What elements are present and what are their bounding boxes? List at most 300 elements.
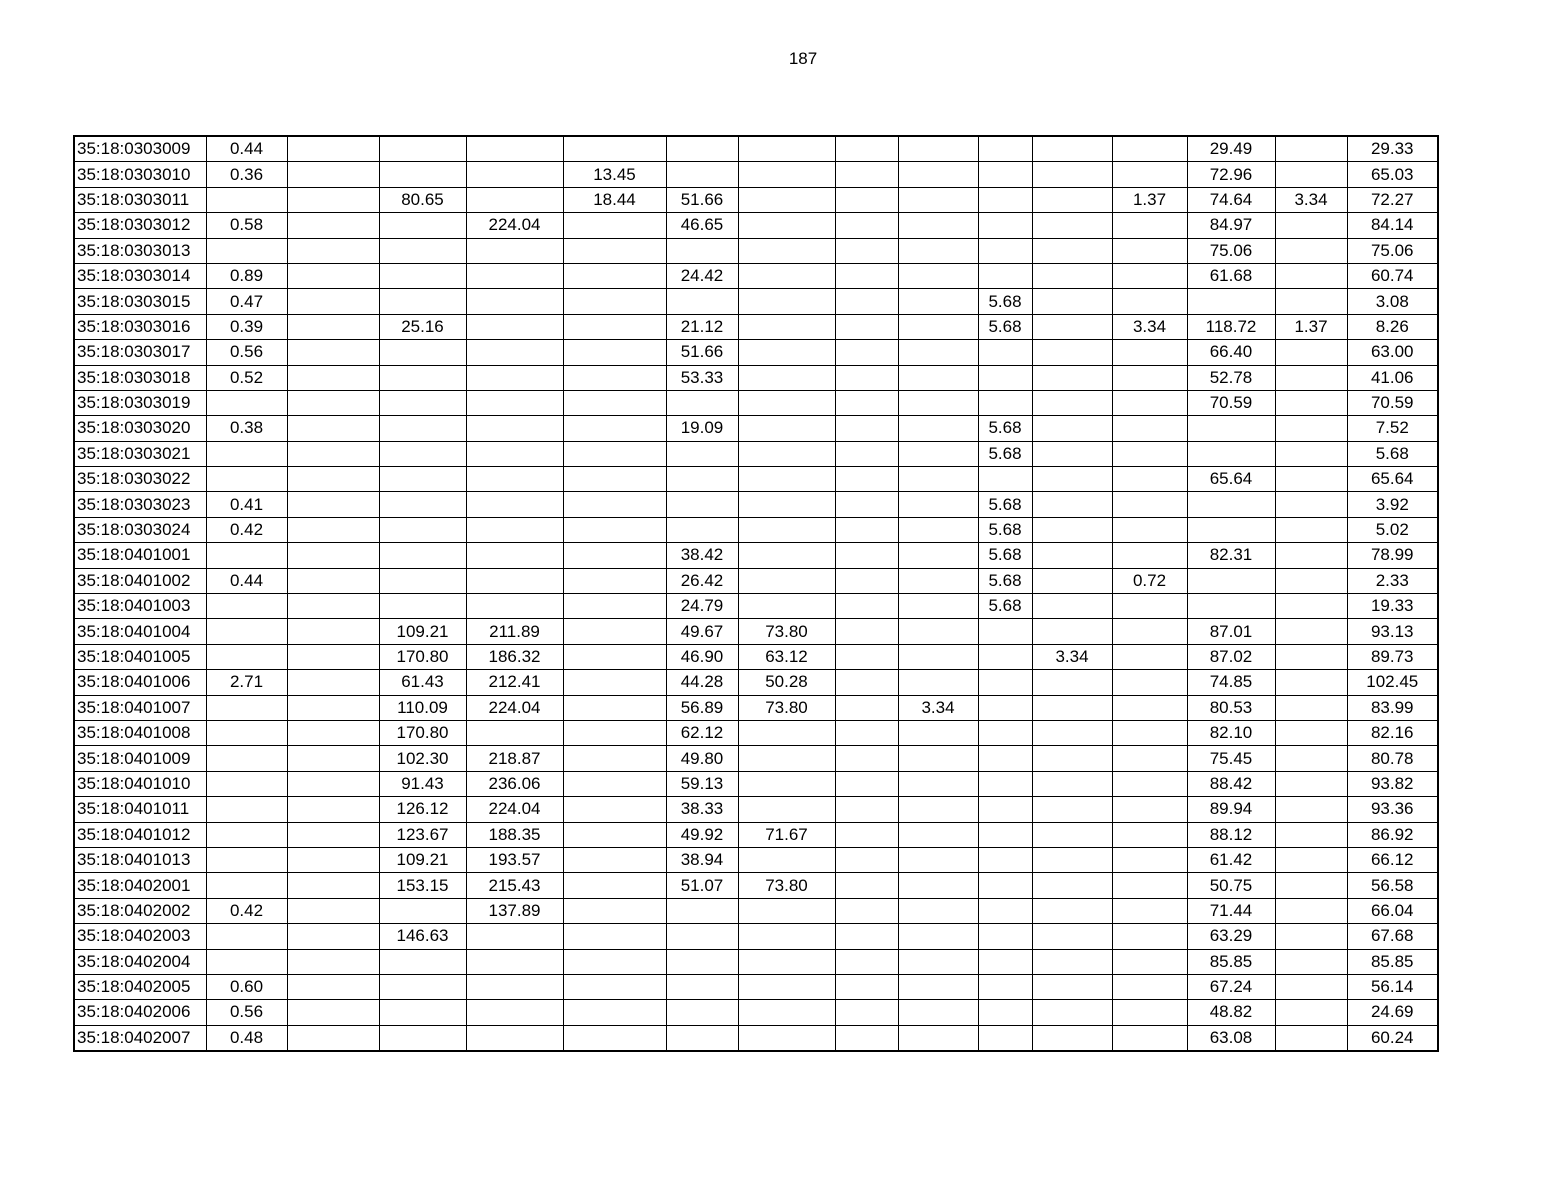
- table-cell: 80.65: [379, 187, 466, 212]
- table-cell: [1275, 568, 1347, 593]
- table-cell: [978, 136, 1032, 162]
- table-cell: [1275, 390, 1347, 415]
- table-cell: [978, 162, 1032, 187]
- table-cell: [835, 340, 898, 365]
- table-cell: [978, 847, 1032, 872]
- table-cell: [206, 873, 287, 898]
- table-cell: 93.82: [1347, 771, 1438, 796]
- table-cell: [1275, 720, 1347, 745]
- table-cell: 153.15: [379, 873, 466, 898]
- table-cell: [898, 263, 978, 288]
- table-row: [74, 416, 1438, 441]
- table-cell: [1275, 467, 1347, 492]
- table-cell: [466, 568, 563, 593]
- table-cell: [835, 1000, 898, 1025]
- table-cell: [563, 746, 666, 771]
- table-cell: [206, 771, 287, 796]
- table-cell: [978, 644, 1032, 669]
- table-cell: 224.04: [466, 213, 563, 238]
- table-cell: [666, 974, 738, 999]
- table-cell: 78.99: [1347, 543, 1438, 568]
- table-cell: [738, 441, 835, 466]
- parcel-id-cell: 35:18:0401005: [74, 644, 206, 669]
- table-cell: [738, 771, 835, 796]
- table-cell: [1032, 594, 1112, 619]
- table-cell: [466, 390, 563, 415]
- table-cell: [466, 467, 563, 492]
- table-cell: [1187, 594, 1275, 619]
- table-cell: [738, 594, 835, 619]
- table-cell: [1275, 213, 1347, 238]
- table-row: [74, 289, 1438, 314]
- table-cell: [1112, 390, 1187, 415]
- table-cell: 3.34: [1032, 644, 1112, 669]
- table-cell: 89.73: [1347, 644, 1438, 669]
- table-cell: [287, 213, 379, 238]
- table-cell: 50.28: [738, 670, 835, 695]
- table-cell: 60.74: [1347, 263, 1438, 288]
- table-cell: 224.04: [466, 695, 563, 720]
- table-cell: [738, 416, 835, 441]
- table-cell: 74.85: [1187, 670, 1275, 695]
- table-cell: [666, 949, 738, 974]
- table-cell: [1112, 365, 1187, 390]
- table-cell: [1275, 162, 1347, 187]
- table-cell: 82.10: [1187, 720, 1275, 745]
- table-cell: [563, 213, 666, 238]
- table-cell: [287, 797, 379, 822]
- table-cell: [1032, 949, 1112, 974]
- table-cell: [835, 517, 898, 542]
- table-cell: 188.35: [466, 822, 563, 847]
- table-cell: 13.45: [563, 162, 666, 187]
- table-cell: [666, 390, 738, 415]
- table-cell: [563, 568, 666, 593]
- table-cell: 41.06: [1347, 365, 1438, 390]
- table-cell: [287, 619, 379, 644]
- table-cell: [978, 238, 1032, 263]
- table-cell: [379, 594, 466, 619]
- table-cell: [379, 568, 466, 593]
- parcel-id-cell: 35:18:0303017: [74, 340, 206, 365]
- table-cell: [898, 873, 978, 898]
- table-cell: 70.59: [1347, 390, 1438, 415]
- parcel-id-cell: 35:18:0401006: [74, 670, 206, 695]
- table-cell: [898, 797, 978, 822]
- table-cell: [379, 949, 466, 974]
- table-cell: [563, 822, 666, 847]
- table-cell: [1187, 289, 1275, 314]
- table-cell: [1275, 289, 1347, 314]
- table-cell: [466, 517, 563, 542]
- table-cell: [1187, 441, 1275, 466]
- table-cell: 67.68: [1347, 924, 1438, 949]
- table-cell: 74.64: [1187, 187, 1275, 212]
- table-cell: 212.41: [466, 670, 563, 695]
- table-row: [74, 441, 1438, 466]
- table-cell: [835, 568, 898, 593]
- table-cell: 59.13: [666, 771, 738, 796]
- parcel-id-cell: 35:18:0401007: [74, 695, 206, 720]
- table-cell: [835, 898, 898, 923]
- table-cell: [1032, 1025, 1112, 1051]
- table-cell: 21.12: [666, 314, 738, 339]
- table-row: [74, 238, 1438, 263]
- table-cell: [835, 238, 898, 263]
- table-cell: 86.92: [1347, 822, 1438, 847]
- table-cell: [563, 670, 666, 695]
- table-cell: 5.68: [978, 543, 1032, 568]
- table-cell: [563, 797, 666, 822]
- table-cell: 5.68: [978, 416, 1032, 441]
- table-cell: [379, 365, 466, 390]
- table-cell: 109.21: [379, 619, 466, 644]
- table-cell: [898, 314, 978, 339]
- table-cell: [898, 390, 978, 415]
- table-cell: [835, 492, 898, 517]
- table-cell: [466, 441, 563, 466]
- table-cell: [1275, 644, 1347, 669]
- table-cell: [1275, 695, 1347, 720]
- table-cell: [1032, 822, 1112, 847]
- table-row: [74, 568, 1438, 593]
- table-cell: [379, 162, 466, 187]
- table-cell: [206, 822, 287, 847]
- table-cell: [738, 974, 835, 999]
- table-cell: [563, 314, 666, 339]
- table-cell: 0.58: [206, 213, 287, 238]
- table-cell: [1275, 136, 1347, 162]
- table-cell: [466, 949, 563, 974]
- table-cell: [978, 365, 1032, 390]
- table-cell: [466, 1025, 563, 1051]
- table-cell: 0.36: [206, 162, 287, 187]
- table-cell: 0.56: [206, 1000, 287, 1025]
- table-cell: 48.82: [1187, 1000, 1275, 1025]
- table-cell: 80.78: [1347, 746, 1438, 771]
- table-cell: [563, 924, 666, 949]
- table-cell: [1112, 1000, 1187, 1025]
- table-cell: [898, 1000, 978, 1025]
- table-cell: [1187, 568, 1275, 593]
- table-cell: [1112, 416, 1187, 441]
- table-cell: 0.42: [206, 898, 287, 923]
- table-cell: [1032, 1000, 1112, 1025]
- table-cell: [1032, 746, 1112, 771]
- table-cell: [898, 746, 978, 771]
- table-cell: [1032, 340, 1112, 365]
- table-cell: 186.32: [466, 644, 563, 669]
- table-cell: [738, 1025, 835, 1051]
- table-cell: 3.08: [1347, 289, 1438, 314]
- table-cell: [466, 720, 563, 745]
- table-cell: [287, 238, 379, 263]
- table-cell: [1032, 797, 1112, 822]
- table-cell: [1032, 263, 1112, 288]
- table-cell: [1275, 974, 1347, 999]
- table-cell: [1112, 974, 1187, 999]
- table-cell: [1275, 492, 1347, 517]
- table-cell: [1112, 771, 1187, 796]
- table-cell: [835, 797, 898, 822]
- table-cell: [898, 924, 978, 949]
- table-cell: [666, 1025, 738, 1051]
- table-cell: 0.44: [206, 568, 287, 593]
- table-cell: [1032, 517, 1112, 542]
- table-cell: [1187, 416, 1275, 441]
- table-cell: [287, 720, 379, 745]
- parcel-id-cell: 35:18:0402002: [74, 898, 206, 923]
- table-cell: [1032, 289, 1112, 314]
- parcel-id-cell: 35:18:0402004: [74, 949, 206, 974]
- table-cell: 70.59: [1187, 390, 1275, 415]
- table-cell: 2.33: [1347, 568, 1438, 593]
- table-cell: [835, 720, 898, 745]
- table-cell: [835, 924, 898, 949]
- table-row: [74, 340, 1438, 365]
- table-cell: [206, 543, 287, 568]
- table-cell: 73.80: [738, 695, 835, 720]
- table-cell: 80.53: [1187, 695, 1275, 720]
- table-cell: [1275, 949, 1347, 974]
- table-cell: 29.49: [1187, 136, 1275, 162]
- table-cell: [287, 1025, 379, 1051]
- table-cell: [466, 187, 563, 212]
- table-cell: [287, 492, 379, 517]
- table-cell: 65.64: [1187, 467, 1275, 492]
- table-cell: [835, 847, 898, 872]
- table-cell: [379, 517, 466, 542]
- table-cell: 5.68: [978, 314, 1032, 339]
- table-cell: [978, 873, 1032, 898]
- parcel-id-cell: 35:18:0303023: [74, 492, 206, 517]
- table-cell: 63.00: [1347, 340, 1438, 365]
- table-cell: 46.90: [666, 644, 738, 669]
- table-cell: [666, 289, 738, 314]
- parcel-id-cell: 35:18:0402006: [74, 1000, 206, 1025]
- table-cell: [1032, 416, 1112, 441]
- table-cell: [738, 213, 835, 238]
- table-cell: [738, 517, 835, 542]
- table-cell: [835, 441, 898, 466]
- table-cell: [287, 543, 379, 568]
- table-cell: 8.26: [1347, 314, 1438, 339]
- table-cell: [206, 746, 287, 771]
- table-cell: [563, 390, 666, 415]
- table-cell: 102.45: [1347, 670, 1438, 695]
- table-cell: 89.94: [1187, 797, 1275, 822]
- table-cell: [835, 416, 898, 441]
- table-cell: 49.80: [666, 746, 738, 771]
- table-cell: 0.41: [206, 492, 287, 517]
- table-cell: 50.75: [1187, 873, 1275, 898]
- table-cell: 211.89: [466, 619, 563, 644]
- table-cell: [287, 517, 379, 542]
- table-cell: [1112, 797, 1187, 822]
- parcel-id-cell: 35:18:0401011: [74, 797, 206, 822]
- table-cell: [287, 644, 379, 669]
- table-row: [74, 898, 1438, 923]
- table-cell: [835, 213, 898, 238]
- table-cell: [466, 162, 563, 187]
- table-cell: 236.06: [466, 771, 563, 796]
- table-cell: [898, 187, 978, 212]
- table-cell: 61.43: [379, 670, 466, 695]
- table-cell: [1112, 619, 1187, 644]
- table-cell: [206, 187, 287, 212]
- table-cell: 224.04: [466, 797, 563, 822]
- table-cell: 73.80: [738, 619, 835, 644]
- table-cell: [563, 136, 666, 162]
- table-cell: [1112, 467, 1187, 492]
- table-cell: [1112, 517, 1187, 542]
- table-cell: [835, 822, 898, 847]
- table-cell: [287, 670, 379, 695]
- table-cell: [206, 441, 287, 466]
- table-cell: 25.16: [379, 314, 466, 339]
- table-cell: [379, 340, 466, 365]
- table-cell: [978, 390, 1032, 415]
- table-cell: [835, 670, 898, 695]
- table-cell: [898, 340, 978, 365]
- data-table: [73, 135, 1439, 1052]
- table-cell: 102.30: [379, 746, 466, 771]
- table-cell: [1275, 822, 1347, 847]
- table-cell: [1275, 847, 1347, 872]
- table-row: [74, 695, 1438, 720]
- table-cell: 49.67: [666, 619, 738, 644]
- table-cell: [1032, 213, 1112, 238]
- table-cell: [206, 720, 287, 745]
- parcel-id-cell: 35:18:0303011: [74, 187, 206, 212]
- table-row: [74, 924, 1438, 949]
- table-cell: [287, 365, 379, 390]
- table-cell: [835, 619, 898, 644]
- table-cell: 24.79: [666, 594, 738, 619]
- table-cell: [898, 467, 978, 492]
- table-cell: [835, 365, 898, 390]
- table-cell: [738, 136, 835, 162]
- table-cell: 0.44: [206, 136, 287, 162]
- parcel-id-cell: 35:18:0303020: [74, 416, 206, 441]
- table-row: [74, 594, 1438, 619]
- table-cell: [466, 924, 563, 949]
- table-cell: 61.68: [1187, 263, 1275, 288]
- table-row: [74, 314, 1438, 339]
- table-cell: [287, 263, 379, 288]
- table-cell: [1112, 898, 1187, 923]
- table-cell: [287, 390, 379, 415]
- table-cell: 85.85: [1187, 949, 1275, 974]
- table-cell: 3.34: [898, 695, 978, 720]
- table-cell: 63.29: [1187, 924, 1275, 949]
- table-cell: [287, 695, 379, 720]
- table-cell: [835, 873, 898, 898]
- table-cell: [898, 670, 978, 695]
- table-cell: [978, 695, 1032, 720]
- table-cell: [287, 949, 379, 974]
- table-cell: [563, 263, 666, 288]
- table-row: [74, 517, 1438, 542]
- table-cell: [1032, 492, 1112, 517]
- table-cell: [898, 594, 978, 619]
- table-cell: 5.68: [978, 289, 1032, 314]
- table-cell: [666, 517, 738, 542]
- table-cell: [898, 644, 978, 669]
- table-cell: [738, 847, 835, 872]
- table-cell: [466, 594, 563, 619]
- table-cell: [563, 238, 666, 263]
- parcel-id-cell: 35:18:0401004: [74, 619, 206, 644]
- parcel-id-cell: 35:18:0401009: [74, 746, 206, 771]
- table-cell: [287, 1000, 379, 1025]
- table-cell: [287, 847, 379, 872]
- table-cell: 56.89: [666, 695, 738, 720]
- table-cell: 0.52: [206, 365, 287, 390]
- table-cell: 7.52: [1347, 416, 1438, 441]
- table-cell: 66.04: [1347, 898, 1438, 923]
- table-cell: [898, 568, 978, 593]
- table-row: [74, 1025, 1438, 1051]
- table-row: [74, 974, 1438, 999]
- table-cell: [206, 695, 287, 720]
- table-cell: [563, 949, 666, 974]
- table-cell: [978, 213, 1032, 238]
- table-cell: [666, 162, 738, 187]
- table-cell: 29.33: [1347, 136, 1438, 162]
- table-row: [74, 213, 1438, 238]
- table-cell: [835, 695, 898, 720]
- table-row: [74, 720, 1438, 745]
- table-cell: 93.36: [1347, 797, 1438, 822]
- table-cell: [1112, 263, 1187, 288]
- table-cell: 65.03: [1347, 162, 1438, 187]
- table-cell: 51.07: [666, 873, 738, 898]
- table-cell: [287, 340, 379, 365]
- table-cell: [835, 594, 898, 619]
- table-cell: [835, 543, 898, 568]
- table-cell: 3.34: [1112, 314, 1187, 339]
- table-cell: [738, 314, 835, 339]
- parcel-id-cell: 35:18:0402003: [74, 924, 206, 949]
- table-cell: [978, 1025, 1032, 1051]
- table-cell: [1032, 568, 1112, 593]
- table-cell: [666, 492, 738, 517]
- table-cell: [287, 289, 379, 314]
- table-cell: [898, 822, 978, 847]
- table-cell: [978, 263, 1032, 288]
- table-cell: 61.42: [1187, 847, 1275, 872]
- table-cell: [206, 847, 287, 872]
- table-cell: 1.37: [1112, 187, 1187, 212]
- table-cell: [1112, 213, 1187, 238]
- table-cell: [1275, 238, 1347, 263]
- table-cell: [898, 517, 978, 542]
- parcel-id-cell: 35:18:0401008: [74, 720, 206, 745]
- table-cell: [978, 1000, 1032, 1025]
- table-cell: [466, 1000, 563, 1025]
- table-cell: [287, 822, 379, 847]
- table-cell: [978, 619, 1032, 644]
- table-cell: [1112, 873, 1187, 898]
- table-cell: [563, 492, 666, 517]
- parcel-id-cell: 35:18:0303015: [74, 289, 206, 314]
- table-cell: [1032, 441, 1112, 466]
- table-row: [74, 771, 1438, 796]
- table-cell: [1112, 162, 1187, 187]
- table-cell: [287, 974, 379, 999]
- table-cell: 38.42: [666, 543, 738, 568]
